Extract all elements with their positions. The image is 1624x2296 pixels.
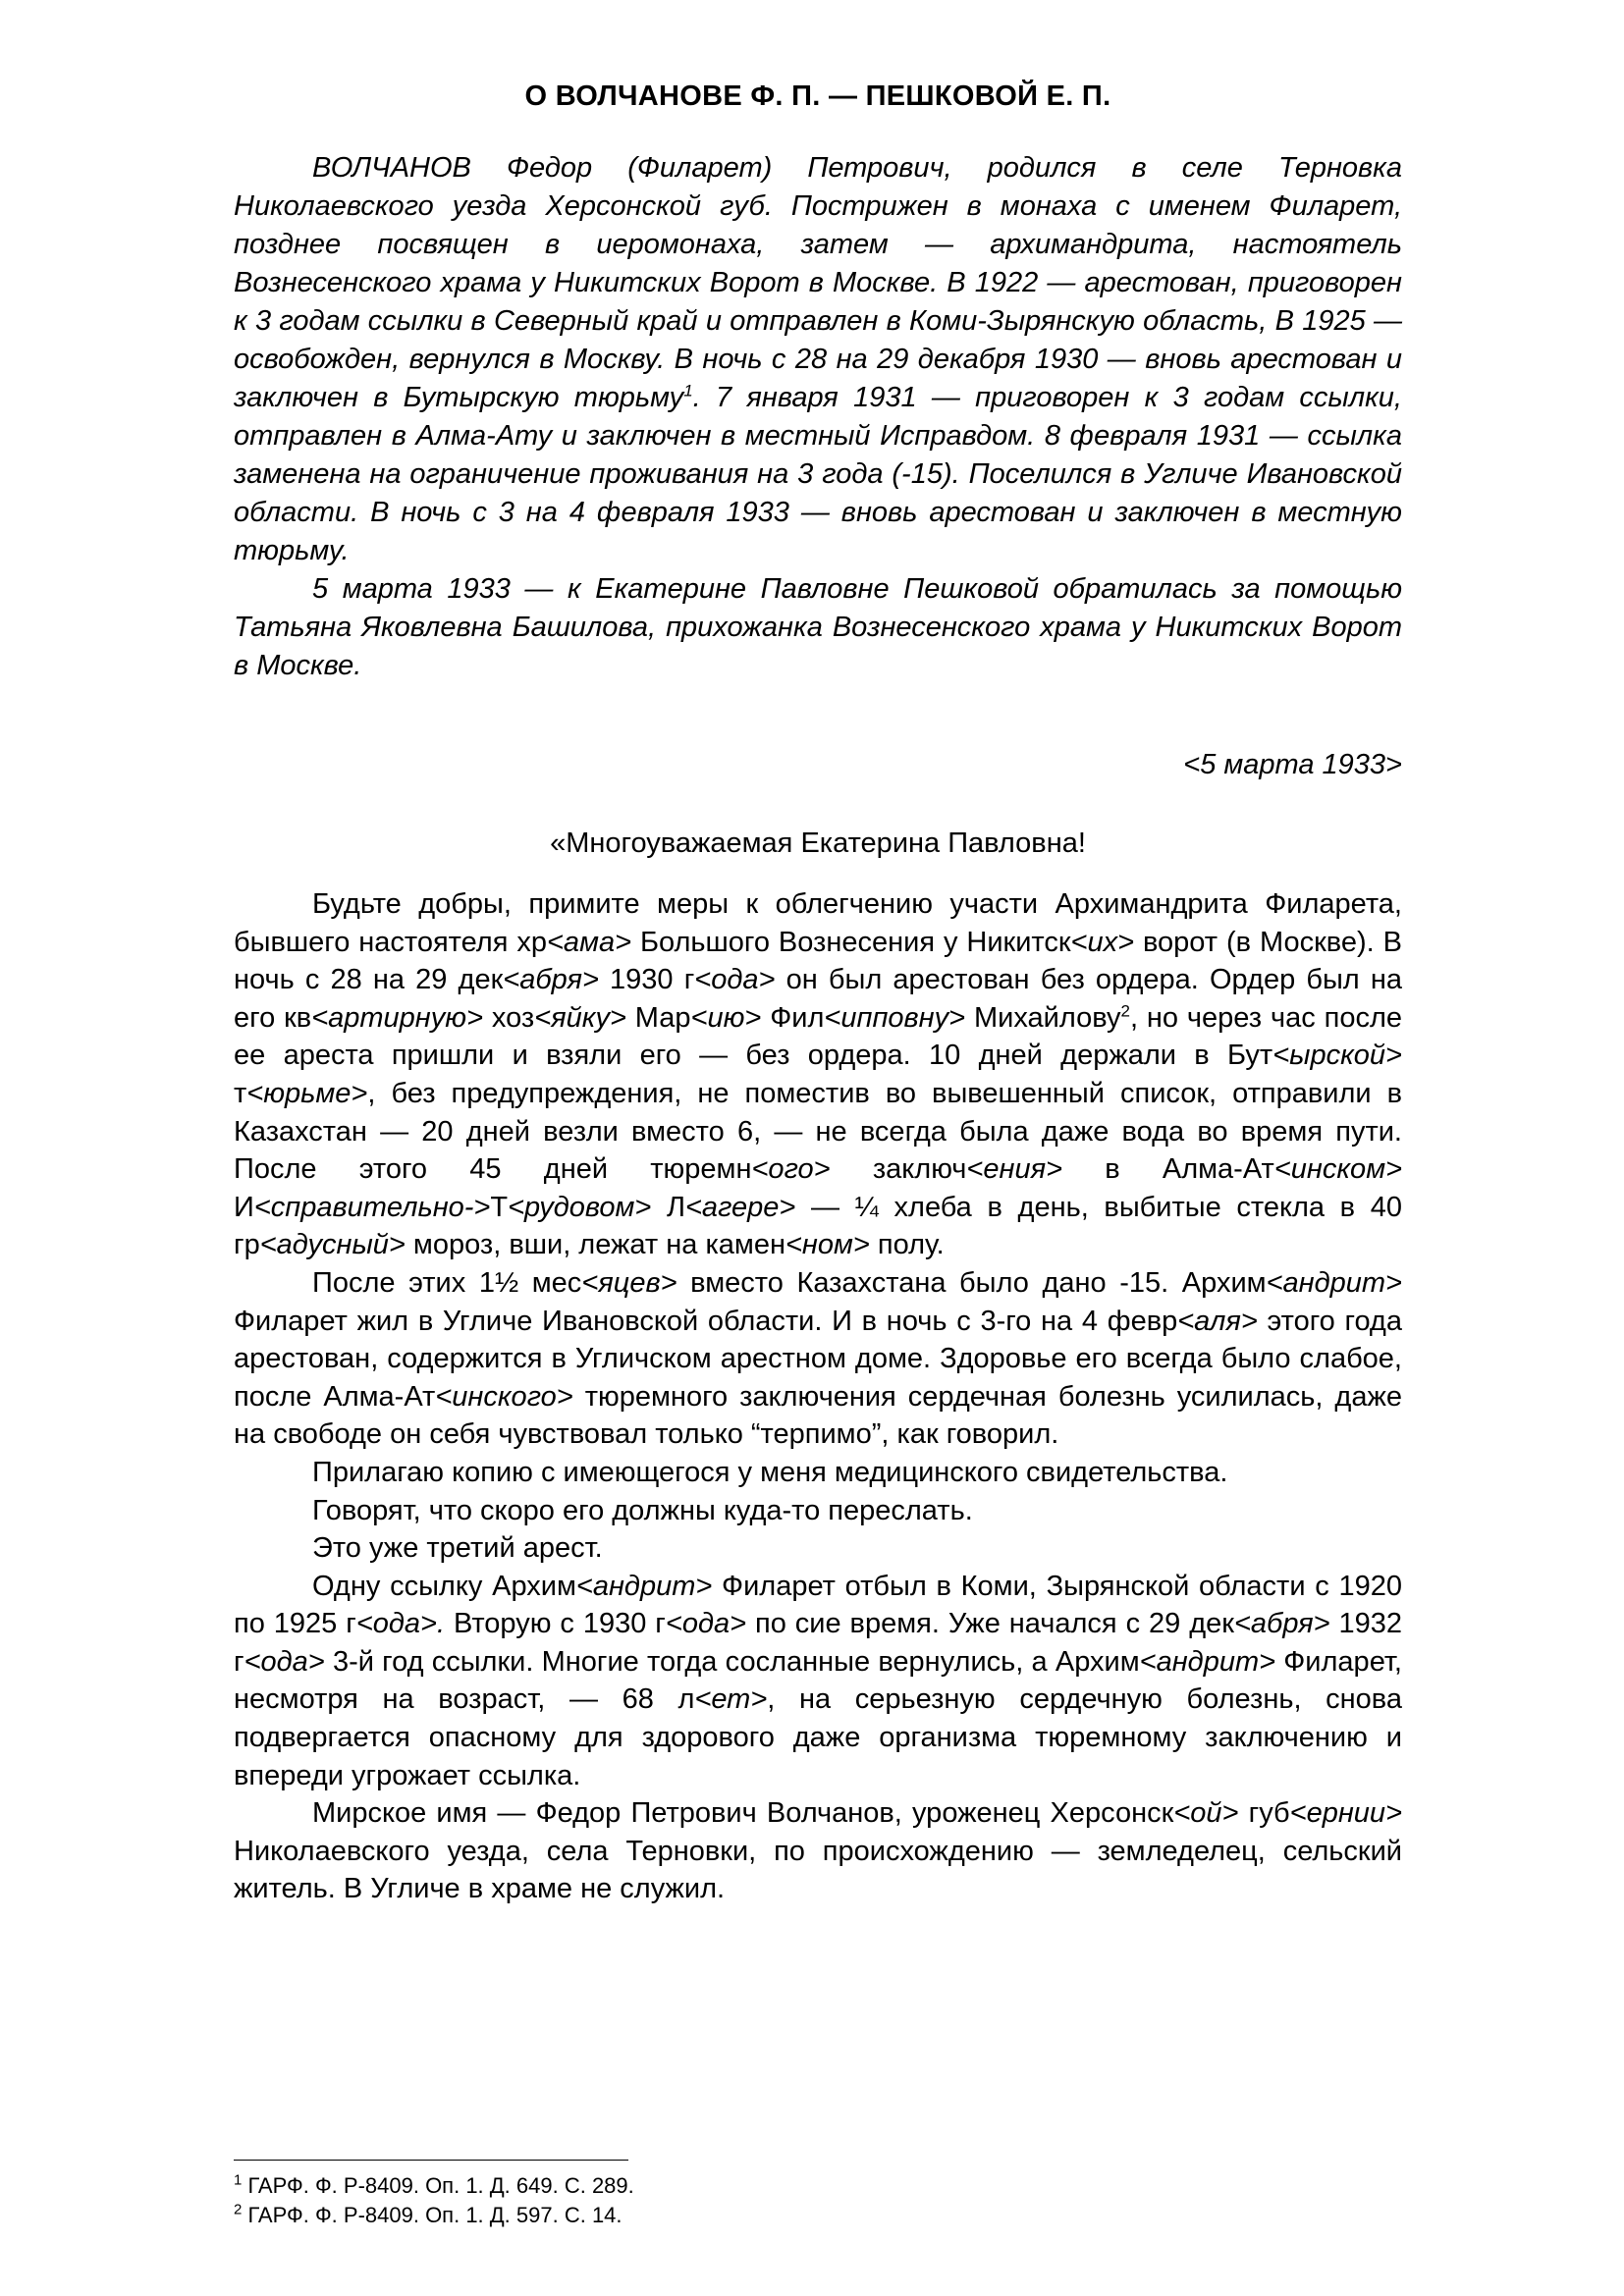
text-run: этого года арестован, содержится в Угличском арестном доме. Здоровье его всегда было слабое, после Алма-Ат [234,1305,1402,1413]
letter-paragraph [234,1568,1402,1795]
letter-body [234,885,1402,1908]
text-run: После этих 1½ мес [312,1266,582,1299]
editorial-insertion: <андрит> [1266,1266,1402,1299]
editorial-insertion: <ода>. [355,1608,446,1640]
letter-date: <5 марта 1933> [1183,749,1402,780]
editorial-insertion: <ном> [785,1229,870,1261]
text-run: заключ [830,1153,967,1186]
editorial-insertion: <абря> [503,964,599,996]
biography-paragraph: 5 марта 1933 — к Екатерине Павловне Пешковой обратилась за помощью Татьяна Яковлевна Башилова, прихожанка Вознесенского храма у Никитских Ворот в Москве. [234,573,1402,681]
footnotes [234,2171,1402,2230]
text-run: ворот (в Москве). В ночь с 28 на 29 дек [234,926,1402,996]
editorial-insertion: <рудовом> [508,1191,652,1223]
editorial-insertion: <ой> [1173,1797,1239,1830]
text-run: Николаевского уезда, села Терновки, по происхождению — земледелец, сельский житель. В Угличе в храме не служил. [234,1835,1402,1905]
editorial-insertion: <яйку> [534,1001,626,1034]
footnote-divider [234,2160,628,2161]
text-run: , но через час после ее ареста пришли и взяли его — без ордера. 10 дней держали в Бут [234,1001,1403,1072]
text-run: , на серьезную сердечную болезнь, снова подвергается опасному для здорового даже организма тюремному заключению и впереди угрожает ссылка. [234,1683,1402,1791]
text-run: вместо Казахстана было дано -15. Архим [677,1266,1267,1299]
text-run: губ [1238,1797,1290,1830]
editorial-insertion: <артирную> [311,1001,484,1034]
footnote-text: ГАРФ. Ф. Р-8409. Оп. 1. Д. 649. С. 289. [242,2173,634,2198]
footnote [234,2171,1402,2201]
editorial-insertion: <адусный> [259,1229,406,1261]
text-run: Мар [625,1001,691,1034]
text-run: хоз [483,1001,535,1034]
footnote-text: ГАРФ. Ф. Р-8409. Оп. 1. Д. 597. С. 14. [242,2203,623,2227]
text-run: — ¼ хлеба в день, выбитые стекла в 40 гр [234,1191,1402,1261]
letter-paragraph [234,885,1402,1264]
editorial-insertion: <инского> [435,1380,573,1413]
letter-paragraph: Это уже третий арест. [312,1532,603,1565]
text-run: Фил [761,1001,825,1034]
text-run: полу. [869,1229,945,1261]
text-run: И [234,1191,254,1223]
editorial-insertion: <ернии> [1289,1797,1402,1830]
biography-text: . 7 января 1931 — приговорен к 3 годам ссылки, отправлен в Алма-Ату и заключен в местный Исправдом. 8 февраля 1931 — ссылка заменена на ограничение проживания на 3 года (-15). Поселился в Угличе Ивановской области. В ночь с 3 на 4 февраля 1933 — вновь арестован и заключен в местную тюрьму. [234,382,1402,566]
editorial-insertion: <аля> [1177,1305,1258,1337]
editorial-insertion: <ию> [690,1001,762,1034]
biography-paragraph [234,149,1402,570]
letter-paragraph: Говорят, что скоро его должны куда-то переслать. [312,1494,973,1526]
editorial-insertion: <агере> [685,1191,796,1223]
text-run: по сие время. Уже начался с 29 дек [746,1608,1234,1640]
editorial-insertion: <яцев> [581,1266,677,1299]
editorial-insertion: <ипповну> [824,1001,966,1034]
text-run: Вторую с 1930 г [445,1608,666,1640]
biography-section [234,149,1402,685]
text-run: Михайлову [965,1001,1121,1034]
editorial-insertion: <ода> [665,1608,747,1640]
text-run: Филарет, несмотря на возраст, — 68 л [234,1645,1402,1716]
editorial-insertion: <андрит> [1139,1645,1276,1678]
footnote-number: 1 [234,2171,243,2189]
editorial-insertion: <инском> [1273,1153,1403,1186]
editorial-insertion: <ама> [547,926,632,958]
letter-paragraph [234,1794,1402,1908]
editorial-insertion: <юрьме> [246,1077,368,1109]
editorial-insertion: <их> [1070,926,1135,958]
editorial-insertion: <ения> [966,1153,1062,1186]
text-run: тюремного заключения сердечная болезнь усилилась, даже на свободе он себя чувствовал только “терпимо”, как говорил. [234,1380,1403,1451]
editorial-insertion: <андрит> [575,1570,713,1602]
text-run: 1930 г [598,964,695,996]
letter-salutation: «Многоуважаемая Екатерина Павловна! [550,828,1086,859]
text-run: Мирское имя — Федор Петрович Волчанов, уроженец Херсонск [312,1797,1174,1830]
editorial-insertion: <справительно-> [253,1191,491,1223]
text-run: Л [651,1191,685,1223]
biography-text: ВОЛЧАНОВ Федор (Филарет) Петрович, родился в селе Терновка Николаевского уезда Херсонской губ. Пострижен в монаха с именем Филарет, позднее посвящен в иеромонаха, затем — архимандрита, настоятель Вознесенского храма у Никитских Ворот в Москве. В 1922 — арестован, приговорен к 3 годам ссылки в Северный край и отправлен в Коми-Зырянскую область, В 1925 — освобожден, вернулся в Москву. В ночь с 28 на 29 декабря 1930 — вновь арестован и заключен в Бутырскую тюрьму [234,152,1402,413]
text-run: мороз, вши, лежат на камен [405,1229,785,1261]
footnote-ref: 2 [1120,1001,1130,1021]
text-run: Будьте добры, примите меры к облегчению участи Архимандрита Филарета, бывшего настоятеля хр [234,888,1402,958]
editorial-insertion: <ода> [694,964,776,996]
text-run: Филарет жил в Угличе Ивановской области. И в ночь с 3-го на 4 февр [234,1305,1178,1337]
text-run: , без предупреждения, не поместив во вывешенный список, отправили в Казахстан — 20 дней везли вместо 6, — не всегда была даже вода во время пути. После этого 45 дней тюремн [234,1077,1402,1186]
text-run: Одну ссылку Архим [312,1570,576,1602]
letter-paragraph: Прилагаю копию с имеющегося у меня медицинского свидетельства. [312,1456,1228,1488]
editorial-insertion: <ет> [694,1683,768,1716]
text-run: 1932 г [234,1608,1402,1678]
letter-paragraph [234,1264,1402,1454]
text-run: он был арестован без ордера. Ордер был на его кв [234,964,1402,1034]
editorial-insertion: <абря> [1233,1608,1330,1640]
text-run: 3-й год ссылки. Многие тогда сосланные вернулись, а Архим [324,1645,1140,1678]
editorial-insertion: <ого> [751,1153,831,1186]
editorial-insertion: <ода> [244,1645,325,1678]
text-run: т [234,1077,247,1109]
page-title: О ВОЛЧАНОВЕ Ф. П. — ПЕШКОВОЙ Е. П. [524,80,1111,112]
footnote [234,2201,1402,2230]
editorial-insertion: <ырской> [1272,1040,1402,1072]
footnote-number: 2 [234,2201,243,2218]
text-run: в Алма-Ат [1062,1153,1274,1186]
footnote-ref: 1 [683,381,693,400]
text-run: Т [490,1191,509,1223]
text-run: Большого Вознесения у Никитск [631,926,1071,958]
text-run: Филарет отбыл в Коми, Зырянской области с 1920 по 1925 г [234,1570,1402,1640]
